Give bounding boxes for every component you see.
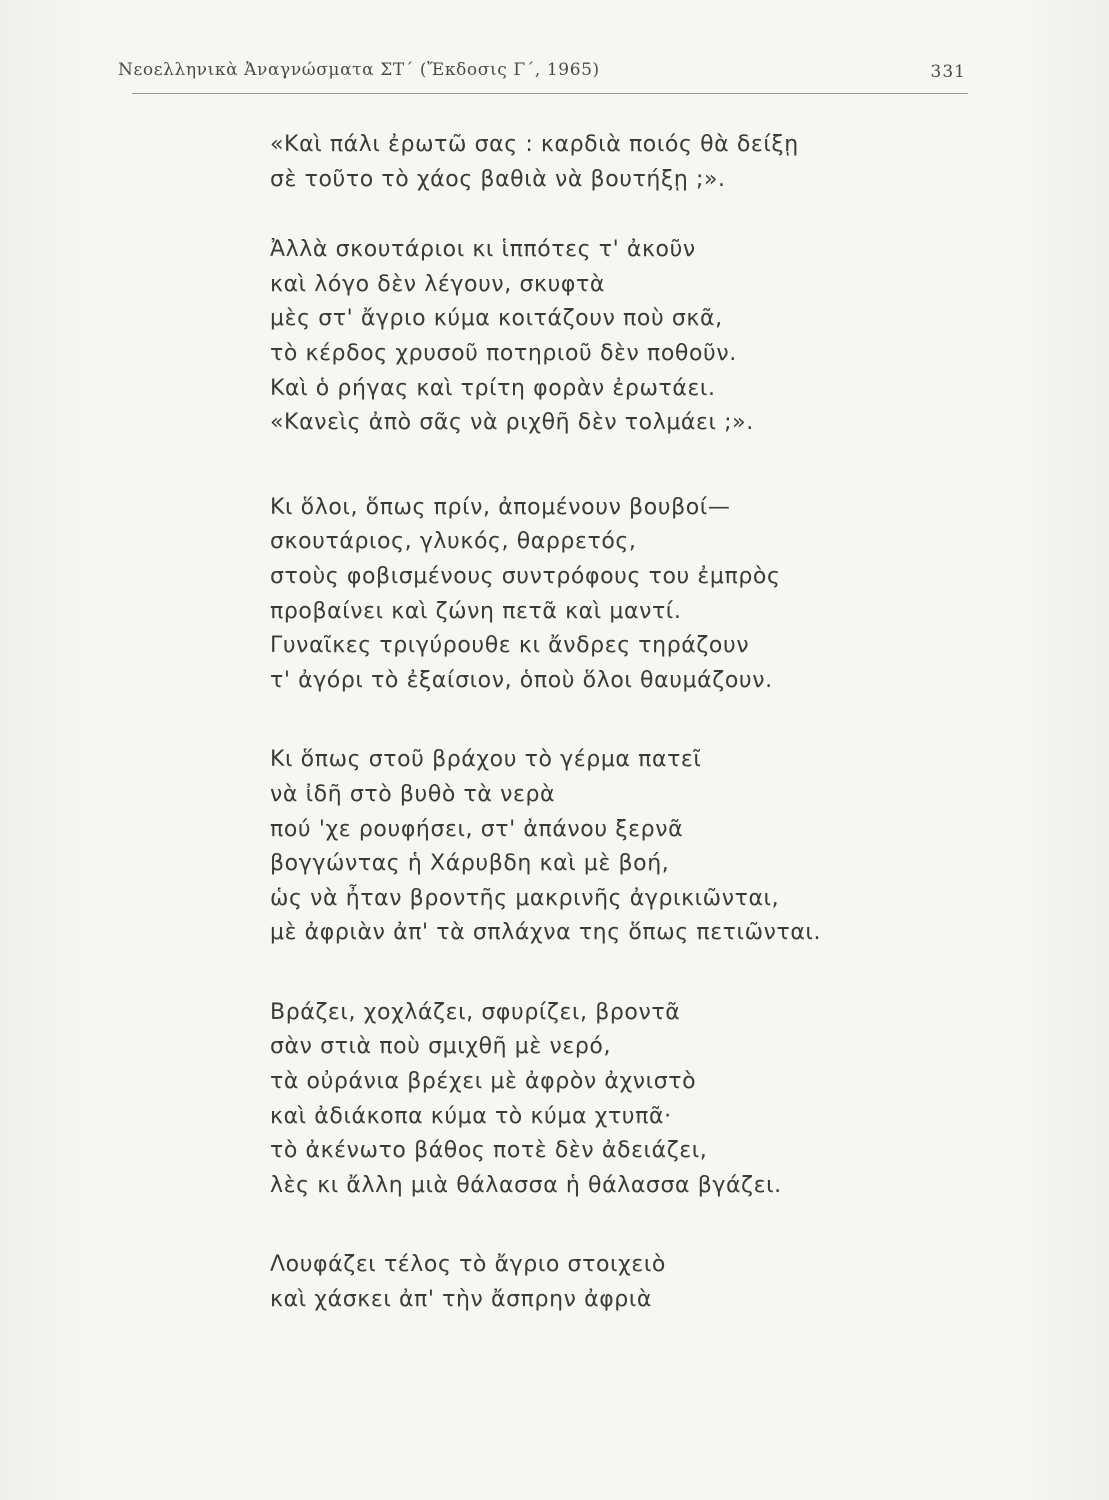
poem-line: βογγώντας ἡ Χάρυβδη καὶ μὲ βοή,	[270, 851, 670, 877]
poem-line: μὲ ἀφριὰν ἀπ' τὰ σπλάχνα της ὅπως πετιῶνται.	[270, 920, 822, 946]
poem-line: μὲς στ' ἄγριο κύμα κοιτάζουν ποὺ σκᾶ,	[270, 306, 723, 332]
poem-line: τὰ οὐράνια βρέχει μὲ ἀφρὸν ἀχνιστὸ	[270, 1069, 697, 1095]
poem-line: καὶ ἀδιάκοπα κύμα τὸ κύμα χτυπᾶ·	[270, 1103, 672, 1129]
poem-line: καὶ λόγο δὲν λέγουν, σκυφτὰ	[270, 271, 605, 297]
poem-line: Βράζει, χοχλάζει, σφυρίζει, βροντᾶ	[270, 999, 681, 1025]
poem-line: «Κανεὶς ἀπὸ σᾶς νὰ ριχθῆ δὲν τολμάει ;».	[270, 410, 754, 436]
poem-stanza	[270, 1248, 910, 1317]
poem-stanza	[270, 491, 910, 699]
poem-line: σὲ τοῦτο τὸ χάος βαθιὰ νὰ βουτήξῃ ;».	[270, 166, 726, 192]
poem-line: στοὺς φοβισμένους συντρόφους του ἐμπρὸς	[270, 563, 781, 589]
poem-line: τὸ κέρδος χρυσοῦ ποτηριοῦ δὲν ποθοῦν.	[270, 340, 737, 366]
poem-line: καὶ χάσκει ἀπ' τὴν ἄσπρην ἀφριὰ	[270, 1287, 653, 1313]
running-header	[118, 60, 966, 92]
poem-line: Καὶ ὁ ρήγας καὶ τρίτη φορὰν ἐρωτάει.	[270, 375, 716, 401]
poem-line: Κι ὅπως στοῦ βράχου τὸ γέρμα πατεῖ	[270, 747, 702, 773]
poem-line: σκουτάριος, γλυκός, θαρρετός,	[270, 529, 637, 555]
poem-line: Λουφάζει τέλος τὸ ἄγριο στοιχειὸ	[270, 1252, 666, 1278]
poem-line: Γυναῖκες τριγύρουθε κι ἄνδρες τηράζουν	[270, 633, 750, 659]
poem-line: Ἀλλὰ σκουτάριοι κι ἱππότες τ' ἀκοῦν	[270, 237, 696, 263]
poem-line: σὰν στιὰ ποὺ σμιχθῆ μὲ νερό,	[270, 1034, 612, 1060]
poem-line: Κι ὅλοι, ὅπως πρίν, ἀπομένουν βουβοί—	[270, 494, 731, 520]
header-rule	[132, 93, 968, 94]
poem-stanza	[270, 996, 910, 1204]
poem-stanza	[270, 233, 910, 441]
poem-line: πού 'χε ρουφήσει, στ' ἀπάνου ξερνᾶ	[270, 816, 684, 842]
running-header-title: Νεοελληνικὰ Ἀναγνώσματα ΣΤ΄ (Ἔκδοσις Γ΄, 1965)	[118, 60, 600, 80]
poem-stanza	[270, 128, 910, 197]
poem-line: τὸ ἀκένωτο βάθος ποτὲ δὲν ἀδειάζει,	[270, 1138, 708, 1164]
poem-line: «Καὶ πάλι ἐρωτῶ σας : καρδιὰ ποιός θὰ δείξῃ	[270, 132, 799, 157]
poem-stanza	[270, 743, 910, 951]
poem-body	[270, 128, 910, 1318]
poem-line: ὡς νὰ ἦταν βροντῆς μακρινῆς ἀγρικιῶνται,	[270, 885, 780, 911]
poem-line: νὰ ἰδῆ στὸ βυθὸ τὰ νερὰ	[270, 781, 556, 807]
poem-line: προβαίνει καὶ ζώνη πετᾶ καὶ μαντί.	[270, 598, 682, 624]
poem-line: τ' ἀγόρι τὸ ἐξαίσιον, ὁποὺ ὅλοι θαυμάζουν.	[270, 667, 773, 693]
poem-line: λὲς κι ἄλλη μιὰ θάλασσα ἡ θάλασσα βγάζει.	[270, 1172, 782, 1198]
page-number: 331	[930, 62, 966, 82]
